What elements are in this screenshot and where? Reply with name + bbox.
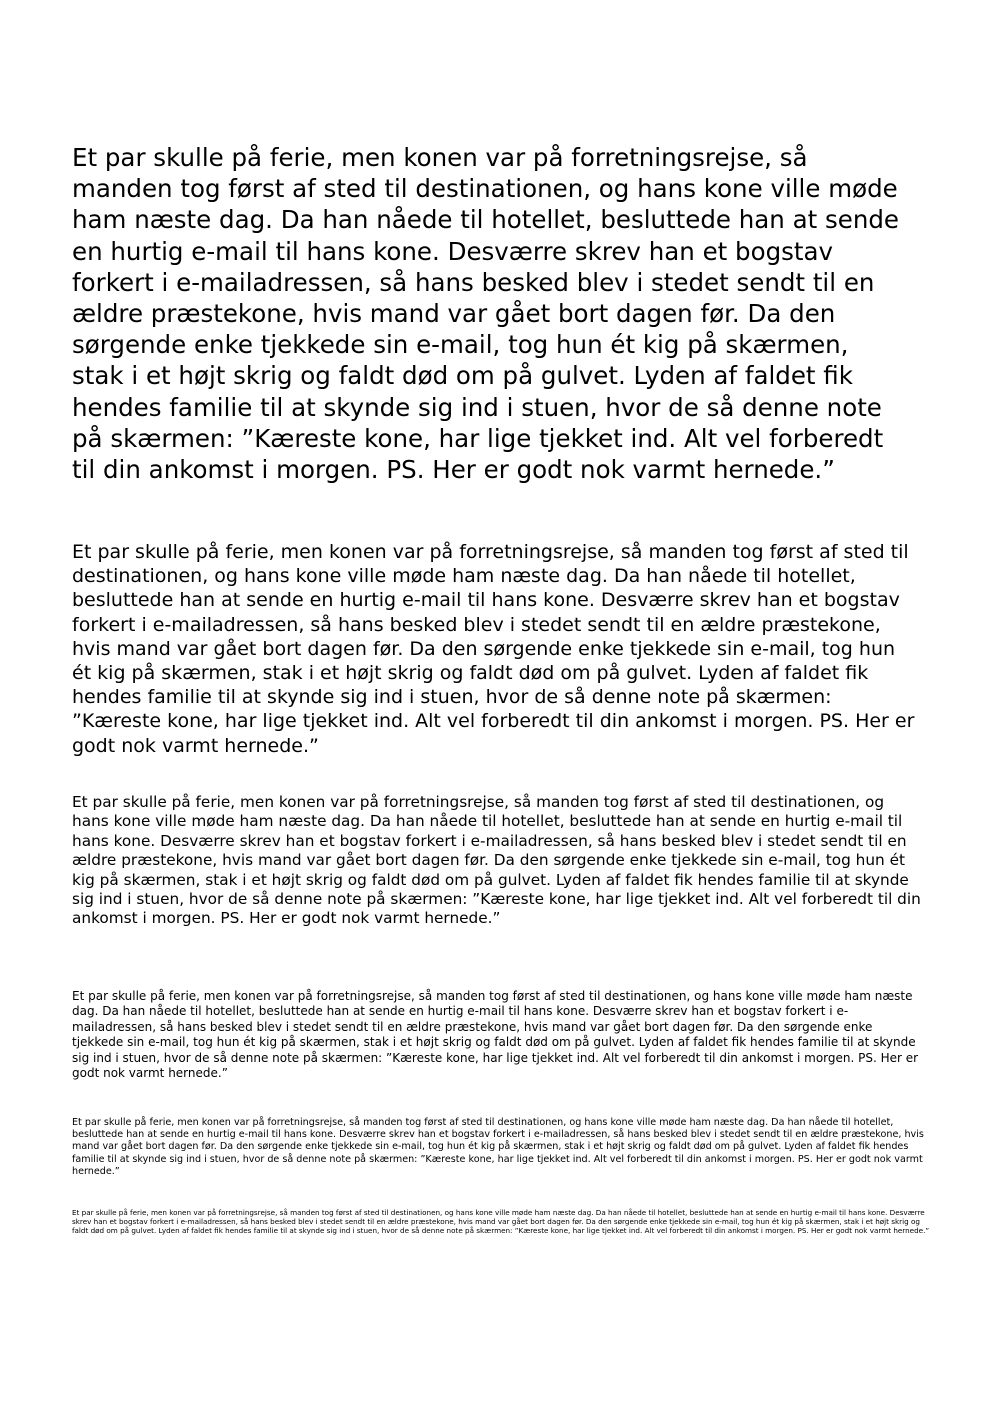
paragraph-size-6: Et par skulle på ferie, men konen var på forretningsrejse, så manden tog først af sted til destinationen, og hans kone ville møde ham næste dag. Da han nåede til hotellet, besluttede han at sende en hurtig e-mail til hans kone. Desværre skrev han et bogstav forkert i e-mailadressen, så hans besked blev i stedet sendt til en ældre præstekone, hvis mand var gået bort dagen før. Da den sørgende enke tjekkede sin e-mail, tog hun ét kig på skærmen, stak i et højt skrig og faldt død om på gulvet. Lyden af faldet fik hendes familie til at skynde sig ind i stuen, hvor de så denne note på skærmen: ”Kæreste kone, har lige tjekket ind. Alt vel forberedt til din ankomst i morgen. PS. Her er godt nok varmt hernede.”	[72, 1208, 930, 1236]
paragraph-size-3: Et par skulle på ferie, men konen var på forretningsrejse, så manden tog først af sted til destinationen, og hans kone ville møde ham næste dag. Da han nåede til hotellet, besluttede han at sende en hurtig e-mail til hans kone. Desværre skrev han et bogstav forkert i e-mailadressen, så hans besked blev i stedet sendt til en ældre præstekone, hvis mand var gået bort dagen før. Da den sørgende enke tjekkede sin e-mail, tog hun ét kig på skærmen, stak i et højt skrig og faldt død om på gulvet. Lyden af faldet fik hendes familie til at skynde sig ind i stuen, hvor de så denne note på skærmen: ”Kæreste kone, har lige tjekket ind. Alt vel forberedt til din ankomst i morgen. PS. Her er godt nok varmt hernede.”	[72, 793, 921, 928]
paragraph-size-2: Et par skulle på ferie, men konen var på forretningsrejse, så manden tog først af sted til destinationen, og hans kone ville møde ham næste dag. Da han nåede til hotellet, besluttede han at sende en hurtig e-mail til hans kone. Desværre skrev han et bogstav forkert i e-mailadressen, så hans besked blev i stedet sendt til en ældre præstekone, hvis mand var gået bort dagen før. Da den sørgende enke tjekkede sin e-mail, tog hun ét kig på skærmen, stak i et højt skrig og faldt død om på gulvet. Lyden af faldet fik hendes familie til at skynde sig ind i stuen, hvor de så denne note på skærmen: ”Kæreste kone, har lige tjekket ind. Alt vel forberedt til din ankomst i morgen. PS. Her er godt nok varmt hernede.”	[72, 541, 915, 757]
paragraph-size-1: Et par skulle på ferie, men konen var på forretningsrejse, så manden tog først af sted til destinationen, og hans kone ville møde ham næste dag. Da han nåede til hotellet, besluttede han at sende en hurtig e-mail til hans kone. Desværre skrev han et bogstav forkert i e-mailadressen, så hans besked blev i stedet sendt til en ældre præstekone, hvis mand var gået bort dagen før. Da den sørgende enke tjekkede sin e-mail, tog hun ét kig på skærmen, stak i et højt skrig og faldt død om på gulvet. Lyden af faldet fik hendes familie til at skynde sig ind i stuen, hvor de så denne note på skærmen: ”Kæreste kone, har lige tjekket ind. Alt vel forberedt til din ankomst i morgen. PS. Her er godt nok varmt hernede.”	[72, 143, 900, 485]
paragraph-size-5: Et par skulle på ferie, men konen var på forretningsrejse, så manden tog først af sted til destinationen, og hans kone ville møde ham næste dag. Da han nåede til hotellet, besluttede han at sende en hurtig e-mail til hans kone. Desværre skrev han et bogstav forkert i e-mailadressen, så hans besked blev i stedet sendt til en ældre præstekone, hvis mand var gået bort dagen før. Da den sørgende enke tjekkede sin e-mail, tog hun ét kig på skærmen, stak i et højt skrig og faldt død om på gulvet. Lyden af faldet fik hendes familie til at skynde sig ind i stuen, hvor de så denne note på skærmen: ”Kæreste kone, har lige tjekket ind. Alt vel forberedt til din ankomst i morgen. PS. Her er godt nok varmt hernede.”	[72, 1117, 924, 1177]
paragraph-size-4: Et par skulle på ferie, men konen var på forretningsrejse, så manden tog først af sted til destinationen, og hans kone ville møde ham næste dag. Da han nåede til hotellet, besluttede han at sende en hurtig e-mail til hans kone. Desværre skrev han et bogstav forkert i e-mailadressen, så hans besked blev i stedet sendt til en ældre præstekone, hvis mand var gået bort dagen før. Da den sørgende enke tjekkede sin e-mail, tog hun ét kig på skærmen, stak i et højt skrig og faldt død om på gulvet. Lyden af faldet fik hendes familie til at skynde sig ind i stuen, hvor de så denne note på skærmen: ”Kæreste kone, har lige tjekket ind. Alt vel forberedt til din ankomst i morgen. PS. Her er godt nok varmt hernede.”	[72, 989, 919, 1081]
